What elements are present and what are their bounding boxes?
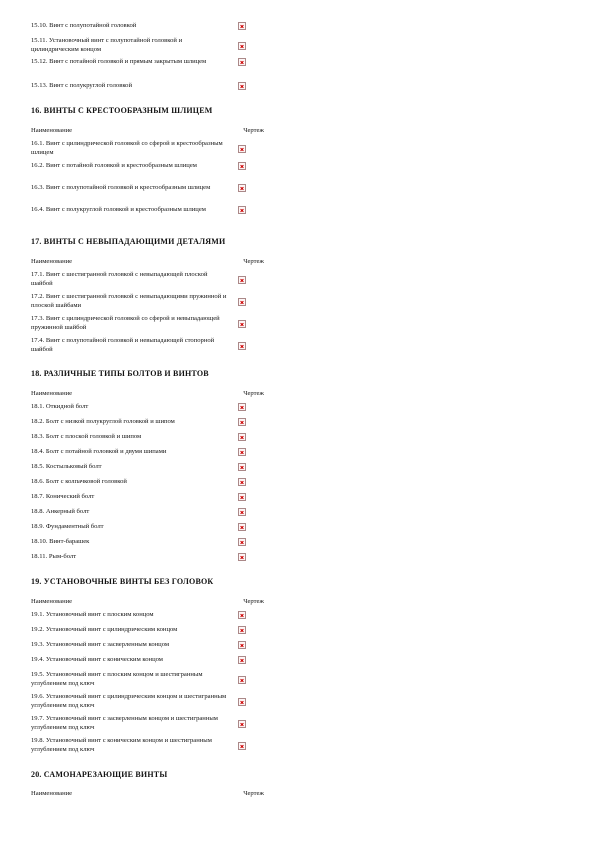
item-label: 18.10. Винт-барашек — [31, 538, 90, 545]
broken-image-icon — [238, 676, 246, 684]
broken-image-icon — [238, 656, 246, 664]
item-label: 17.4. Винт с полупотайной головкой и невыпадающей стопорной шайбой — [31, 337, 215, 353]
item-label: 19.1. Установочный винт с плоским концом — [31, 611, 154, 618]
section-heading: 17. ВИНТЫ С НЕВЫПАДАЮЩИМИ ДЕТАЛЯМИ — [31, 237, 226, 246]
broken-image-icon — [238, 478, 246, 486]
list-item — [31, 523, 246, 532]
broken-image-icon — [238, 22, 246, 30]
list-item — [31, 553, 246, 562]
section-heading: 20. САМОНАРЕЗАЮЩИЕ ВИНТЫ — [31, 770, 168, 779]
column-drawing-label: Чертеж — [243, 790, 264, 797]
list-item — [31, 626, 246, 635]
broken-image-icon — [238, 720, 246, 728]
item-label: 19.7. Установочный винт с засверленным концом и шестигранным углублением под ключ — [31, 715, 218, 731]
column-header — [31, 258, 264, 265]
broken-image-icon — [238, 276, 246, 284]
broken-image-icon — [238, 493, 246, 501]
list-item — [31, 184, 246, 193]
broken-image-icon — [238, 742, 246, 750]
list-item — [31, 37, 246, 54]
broken-image-icon — [238, 145, 246, 153]
broken-image-icon — [238, 342, 246, 350]
list-item — [31, 715, 246, 732]
item-label: 19.5. Установочный винт с плоским концом и шестигранным углублением под ключ — [31, 671, 203, 687]
item-label: 18.8. Анкерный болт — [31, 508, 90, 515]
item-label: 19.4. Установочный винт с коническим концом — [31, 656, 163, 663]
item-label: 19.8. Установочный винт с коническим концом и шестигранным углублением под ключ — [31, 737, 212, 753]
item-label: 17.3. Винт с цилиндрической головкой со сферой и невыпадающей пружинной шайбой — [31, 315, 220, 331]
item-label: 15.11. Установочный винт с полупотайной головкой и цилиндрическим концом — [31, 37, 183, 53]
item-label: 17.1. Винт с шестигранной головкой с невыпадающей плоской шайбой — [31, 271, 208, 287]
column-drawing-label: Чертеж — [243, 127, 264, 134]
broken-image-icon — [238, 611, 246, 619]
list-item — [31, 418, 246, 427]
item-label: 18.4. Болт с потайной головкой и двумя шипами — [31, 448, 167, 455]
broken-image-icon — [238, 538, 246, 546]
broken-image-icon — [238, 448, 246, 456]
item-label: 17.2. Винт с шестигранной головкой с невыпадающими пружинной и плоской шайбами — [31, 293, 227, 309]
list-item — [31, 403, 246, 412]
list-item — [31, 611, 246, 620]
column-name-label: Наименование — [31, 258, 73, 265]
column-name-label: Наименование — [31, 790, 73, 797]
column-header — [31, 390, 264, 397]
list-item — [31, 656, 246, 665]
list-item — [31, 82, 246, 91]
item-label: 16.4. Винт с полукруглой головкой и крестообразным шлицем — [31, 206, 206, 213]
column-name-label: Наименование — [31, 598, 73, 605]
column-drawing-label: Чертеж — [243, 258, 264, 265]
list-item — [31, 162, 246, 171]
column-drawing-label: Чертеж — [243, 598, 264, 605]
column-header — [31, 790, 264, 797]
item-label: 15.10. Винт с полупотайной головкой — [31, 22, 137, 29]
list-item — [31, 22, 246, 31]
section-heading: 16. ВИНТЫ С КРЕСТООБРАЗНЫМ ШЛИЦЕМ — [31, 106, 213, 115]
section-heading: 19. УСТАНОВОЧНЫЕ ВИНТЫ БЕЗ ГОЛОВОК — [31, 577, 214, 586]
list-item — [31, 337, 246, 354]
broken-image-icon — [238, 553, 246, 561]
item-label: 16.1. Винт с цилиндрической головкой со сферой и крестообразным шлицем — [31, 140, 223, 156]
broken-image-icon — [238, 206, 246, 214]
broken-image-icon — [238, 298, 246, 306]
item-label: 19.6. Установочный винт с цилиндрическим концом и шестигранным углублением под ключ — [31, 693, 227, 709]
list-item — [31, 508, 246, 517]
broken-image-icon — [238, 523, 246, 531]
list-item — [31, 293, 246, 310]
column-header — [31, 127, 264, 134]
broken-image-icon — [238, 418, 246, 426]
item-label: 18.6. Болт с колпачковой головкой — [31, 478, 127, 485]
item-label: 16.2. Винт с потайной головкой и крестообразным шлицем — [31, 162, 197, 169]
list-item — [31, 271, 246, 288]
column-name-label: Наименование — [31, 390, 73, 397]
list-item — [31, 206, 246, 215]
broken-image-icon — [238, 698, 246, 706]
item-label: 18.1. Откидной болт — [31, 403, 89, 410]
broken-image-icon — [238, 82, 246, 90]
item-label: 19.3. Установочный винт с засверленным концом — [31, 641, 170, 648]
item-label: 18.2. Болт с низкой полукруглой головкой и шипом — [31, 418, 175, 425]
broken-image-icon — [238, 184, 246, 192]
list-item — [31, 478, 246, 487]
list-item — [31, 463, 246, 472]
broken-image-icon — [238, 42, 246, 50]
column-drawing-label: Чертеж — [243, 390, 264, 397]
list-item — [31, 448, 246, 457]
item-label: 18.11. Рым-болт — [31, 553, 77, 560]
list-item — [31, 433, 246, 442]
item-label: 18.7. Конический болт — [31, 493, 95, 500]
list-item — [31, 315, 246, 332]
broken-image-icon — [238, 320, 246, 328]
broken-image-icon — [238, 58, 246, 66]
item-label: 19.2. Установочный винт с цилиндрическим концом — [31, 626, 178, 633]
broken-image-icon — [238, 433, 246, 441]
list-item — [31, 641, 246, 650]
item-label: 18.3. Болт с плоской головкой и шипом — [31, 433, 142, 440]
broken-image-icon — [238, 626, 246, 634]
item-label: 16.3. Винт с полупотайной головкой и крестообразным шлицем — [31, 184, 211, 191]
list-item — [31, 671, 246, 688]
item-label: 15.13. Винт с полукруглой головкой — [31, 82, 133, 89]
broken-image-icon — [238, 403, 246, 411]
list-item — [31, 58, 246, 67]
broken-image-icon — [238, 162, 246, 170]
broken-image-icon — [238, 463, 246, 471]
list-item — [31, 493, 246, 502]
list-item — [31, 737, 246, 754]
item-label: 18.9. Фундаментный болт — [31, 523, 104, 530]
list-item — [31, 538, 246, 547]
column-header — [31, 598, 264, 605]
broken-image-icon — [238, 641, 246, 649]
list-item — [31, 140, 246, 157]
item-label: 15.12. Винт с потайной головкой и прямым закрытым шлицем — [31, 58, 207, 65]
broken-image-icon — [238, 508, 246, 516]
item-label: 18.5. Костыльковый болт — [31, 463, 102, 470]
column-name-label: Наименование — [31, 127, 73, 134]
section-heading: 18. РАЗЛИЧНЫЕ ТИПЫ БОЛТОВ И ВИНТОВ — [31, 369, 209, 378]
list-item — [31, 693, 246, 710]
